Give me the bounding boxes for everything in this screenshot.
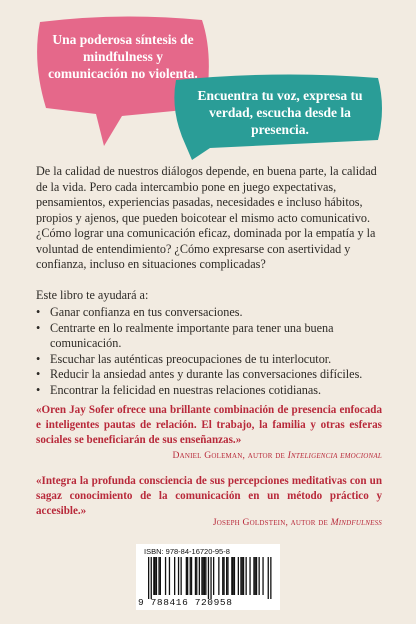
barcode-bar <box>196 557 197 595</box>
intro-paragraph-1: De la calidad de nuestros diálogos depende, en buena parte, la calidad de la vida. Pero cada intercambio pone en juego expectativas, pensamientos, experiencias pasadas, necesidades e incluso hábitos, propios y ajenos, que pueden boicotear el mismo acto comunicativo. <box>36 164 377 225</box>
barcode-bar <box>190 557 191 595</box>
bullet-icon: • <box>36 367 41 382</box>
barcode-bar <box>222 557 223 595</box>
barcode-bar <box>169 557 170 595</box>
speech-bubbles <box>0 0 416 160</box>
barcode-bar <box>204 557 205 595</box>
barcode-bar <box>233 557 234 595</box>
teal-bubble-text: Encuentra tu voz, expresa tu verdad, escucha desde la presencia. <box>197 88 363 137</box>
barcode-bar <box>227 557 228 595</box>
list-item-text: Ganar confianza en tus conversaciones. <box>50 305 243 319</box>
bullet-icon: • <box>36 305 41 319</box>
barcode-bar <box>270 557 271 599</box>
barcode-bar <box>255 557 256 595</box>
attribution-work: Inteligencia emocional <box>287 450 382 461</box>
attribution-author: Joseph Goldstein <box>212 517 286 528</box>
barcode-bar <box>174 557 175 595</box>
barcode-bar <box>249 557 250 595</box>
barcode-bar <box>191 557 192 595</box>
barcode-bar <box>203 557 204 595</box>
attribution-work: Mindfulness <box>330 517 382 528</box>
barcode-bar <box>181 557 182 595</box>
benefits-list <box>36 305 386 399</box>
list-item-text: Escuchar las auténticas preocupaciones de tu interlocutor. <box>50 351 332 366</box>
barcode-bar <box>186 557 187 595</box>
barcode-bar <box>262 557 263 595</box>
barcode-bar <box>253 557 254 595</box>
barcode-bar <box>240 557 241 595</box>
barcode-bar <box>208 557 209 599</box>
ean-digits: 9 788416 720958 <box>138 597 233 608</box>
blurb-quote-2: «Integra la profunda consciencia de sus percepciones meditativas con un sagaz conocimiento de la comunicación en un método práctico y accesible.» <box>36 475 382 517</box>
barcode-bar <box>238 557 239 595</box>
intro-paragraph-2: ¿Cómo lograr una comunicación eficaz, dominada por la empatía y la voluntad de entendimiento? ¿Cómo expresarse con asertividad y confianza, incluso en situaciones complicadas? <box>36 226 376 272</box>
intro-paragraph-3: Este libro te ayudará a: <box>36 288 149 302</box>
isbn-barcode <box>136 544 280 610</box>
list-item <box>36 367 386 383</box>
barcode-bar <box>231 557 232 595</box>
barcode-bar <box>218 557 219 595</box>
barcode-bar <box>153 557 154 595</box>
bullet-icon: • <box>36 320 41 335</box>
blurb-attribution-2 <box>213 517 382 528</box>
attribution-author: Daniel Goleman <box>172 450 243 461</box>
list-item <box>36 321 386 352</box>
barcode-bar <box>268 557 269 599</box>
list-item <box>36 352 386 368</box>
barcode-bar <box>226 557 227 595</box>
bullet-icon: • <box>36 382 41 397</box>
barcode-bar <box>234 557 235 595</box>
barcode-bar <box>223 557 224 595</box>
barcode-bar <box>259 557 260 595</box>
list-item-text: Encontrar la felicidad en nuestras relaciones cotidianas. <box>50 382 322 397</box>
bullet-icon: • <box>36 351 41 366</box>
barcode-bar <box>165 557 166 595</box>
pink-bubble-text: Una poderosa síntesis de mindfulness y comunicación no violenta. <box>48 32 198 81</box>
isbn-number: ISBN: 978-84-16720-95-8 <box>144 547 230 556</box>
barcode-bar <box>256 557 257 595</box>
barcode-bar <box>201 557 202 595</box>
attribution-role: , autor de <box>242 450 288 461</box>
list-item-text: Reducir la ansiedad antes y durante las conversaciones difíciles. <box>50 367 363 382</box>
blurb-quote-1: «Oren Jay Sofer ofrece una brillante combinación de presencia enfocada e inteligentes pautas de relación. El trabajo, la familia y otras esferas sociales se beneficiarán de sus enseñanzas.» <box>36 404 382 446</box>
barcode-bar <box>205 557 206 595</box>
barcode-bar <box>158 557 159 595</box>
attribution-role: , autor de <box>285 517 331 528</box>
barcode-bar <box>210 557 211 599</box>
barcode-bar <box>243 557 244 595</box>
barcode-bar <box>242 557 243 595</box>
barcode-bar <box>155 557 156 595</box>
list-item <box>36 383 386 399</box>
barcode-bar <box>213 557 214 595</box>
barcode-bar <box>156 557 157 595</box>
barcode-bar <box>246 557 247 595</box>
barcode-bar <box>151 557 152 599</box>
list-item <box>36 305 386 321</box>
barcode-bar <box>160 557 161 595</box>
barcode-bar <box>199 557 200 595</box>
list-item-text: Centrarte en lo realmente importante para tener una buena comunicación. <box>50 320 334 351</box>
barcode-bar <box>187 557 188 595</box>
barcode-bar <box>148 557 149 599</box>
blurb-attribution-1 <box>173 450 383 461</box>
barcode-bar <box>178 557 179 595</box>
barcode-bar <box>195 557 196 595</box>
